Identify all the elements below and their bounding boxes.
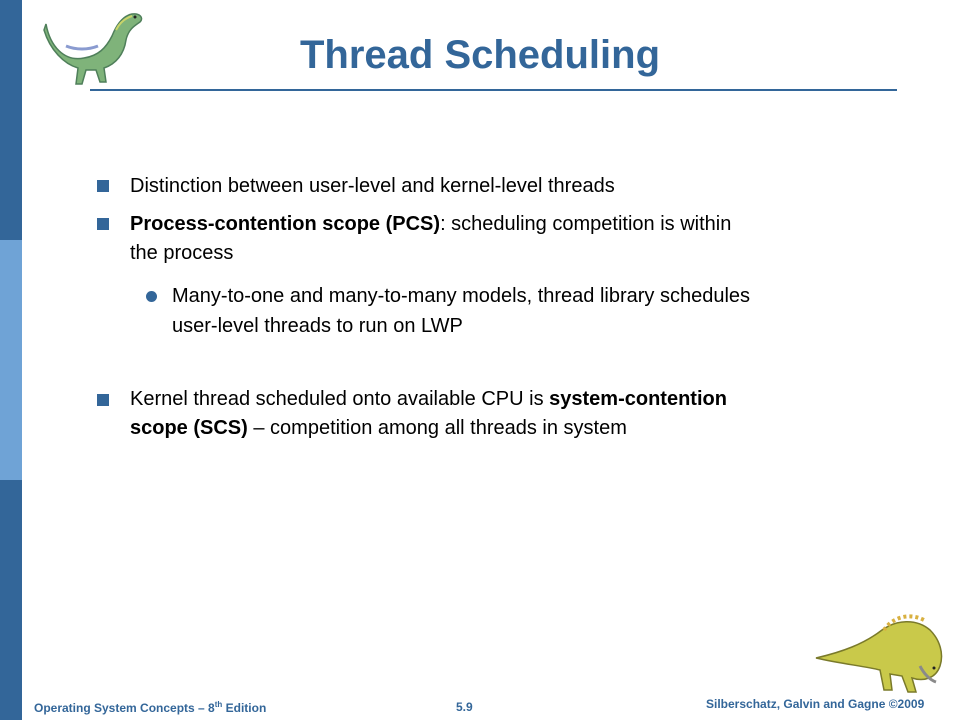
bullet-2-line-1: [130, 209, 731, 239]
footer-book-sup: th: [214, 700, 223, 709]
bullet-3-line-1: [130, 384, 727, 414]
footer-book-suffix: Edition: [222, 701, 267, 715]
bullet-2-term: Process-contention scope (PCS): [130, 213, 441, 235]
bullet-3-rest: – competition among all threads in system: [247, 417, 627, 439]
sub-bullet-line-1: Many-to-one and many-to-many models, thread library schedules: [172, 285, 751, 307]
dinosaur-icon: [812, 608, 952, 696]
slide-title: Thread Scheduling: [299, 33, 661, 77]
bullet-3-term-a: system-contention: [549, 388, 727, 410]
bullet-2-line-2: the process: [130, 242, 234, 264]
footer-book-title: [34, 700, 266, 715]
bullet-3-line-2: [130, 413, 627, 443]
bullet-3-pre: Kernel thread scheduled onto available CPU is: [130, 388, 550, 410]
footer-book-prefix: Operating System Concepts – 8: [34, 701, 215, 715]
square-bullet-icon: [97, 394, 109, 406]
square-bullet-icon: [97, 218, 109, 230]
footer-copyright: Silberschatz, Galvin and Gagne ©2009: [706, 697, 925, 711]
bullet-2-rest: : scheduling competition is within: [440, 213, 732, 235]
round-bullet-icon: [146, 291, 157, 302]
sub-bullet-line-2: user-level threads to run on LWP: [172, 315, 463, 337]
footer-page-number: 5.9: [456, 700, 473, 714]
square-bullet-icon: [97, 180, 109, 192]
bullet-3-term-b: scope (SCS): [130, 417, 248, 439]
bullet-1: Distinction between user-level and kernel-level threads: [130, 175, 615, 197]
